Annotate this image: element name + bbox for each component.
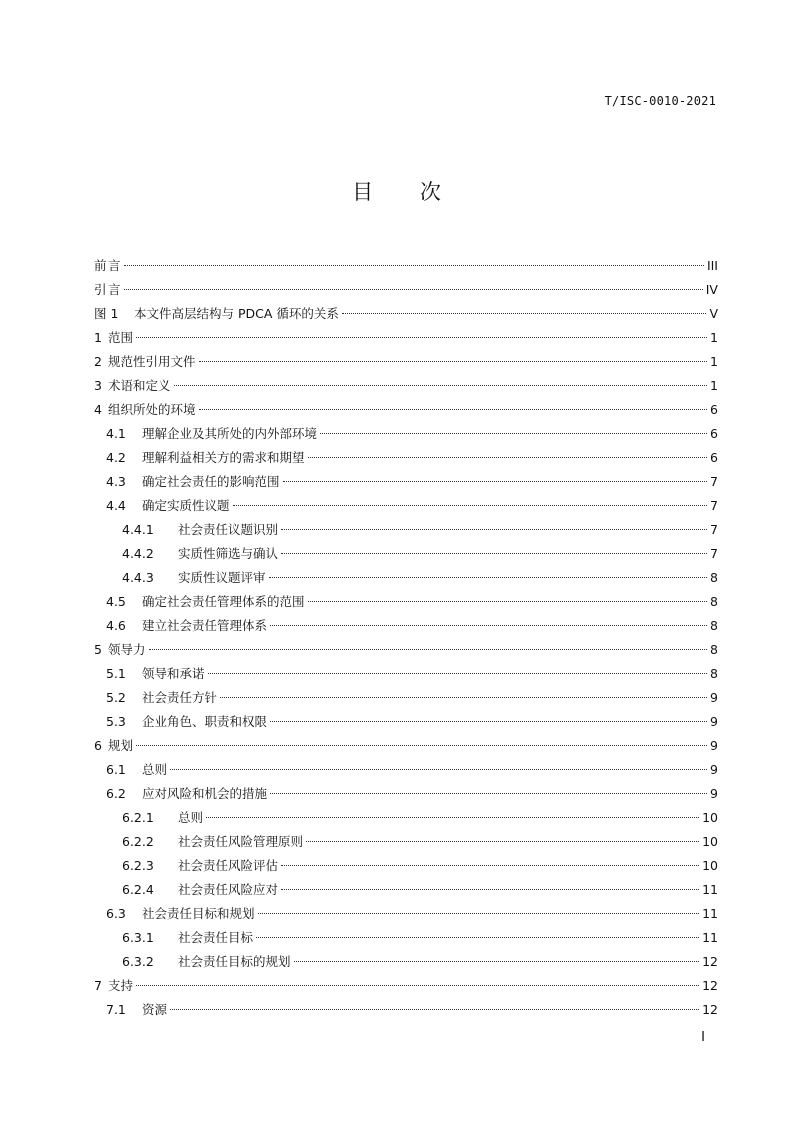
toc-entry-page: 11 [702,906,718,921]
toc-entry-label: 组织所处的环境 [108,402,196,417]
toc-leader-dots [320,433,707,434]
toc-leader-dots [170,769,707,770]
toc-entry-label: 应对风险和机会的措施 [142,786,268,801]
toc-leader-dots [308,457,708,458]
toc-leader-dots [124,289,703,290]
toc-leader-dots [256,937,699,938]
toc-entry[interactable] [94,590,718,614]
toc-entry[interactable] [94,758,718,782]
toc-entry-label: 企业角色、职责和权限 [142,714,268,729]
toc-entry-page: III [706,258,718,273]
toc-entry-label: 社会责任风险管理原则 [178,834,304,849]
toc-entry[interactable] [94,638,718,662]
toc-entry-number: 6.1 [106,762,126,777]
toc-entry-page: 1 [710,330,718,345]
toc-entry-label: 社会责任目标的规划 [178,954,291,969]
toc-leader-dots [270,625,707,626]
toc-entry[interactable] [94,446,718,470]
toc-entry[interactable] [94,830,718,854]
toc-entry-number: 6.3 [106,906,126,921]
toc-entry-page: 12 [702,978,718,993]
toc-entry-number: 前 [94,258,107,273]
toc-entry-label: 社会责任目标 [178,930,254,945]
toc-leader-dots [199,409,708,410]
toc-entry[interactable] [94,254,718,278]
toc-leader-dots [208,673,708,674]
toc-leader-dots [258,913,700,914]
toc-entry-number: 3 [94,378,102,393]
toc-leader-dots [170,1009,699,1010]
toc-entry-page: 10 [702,810,718,825]
toc-entry-number: 7.1 [106,1002,126,1017]
toc-entry-label: 术语和定义 [108,378,171,393]
toc-entry[interactable] [94,902,718,926]
toc-entry-page: 8 [710,642,718,657]
toc-entry-page: 8 [710,618,718,633]
toc-entry-page: 6 [710,426,718,441]
toc-entry-label: 社会责任目标和规划 [142,906,255,921]
toc-entry-label: 实质性议题评审 [178,570,266,585]
toc-leader-dots [308,601,708,602]
toc-entry-label: 支持 [108,978,134,993]
toc-leader-dots [294,961,700,962]
toc-entry[interactable] [94,470,718,494]
toc-entry-page: 6 [710,450,718,465]
toc-entry-number: 4 [94,402,102,417]
toc-entry-number: 4.4.2 [122,546,154,561]
toc-leader-dots [281,889,699,890]
toc-entry-number: 6.2.3 [122,858,154,873]
toc-entry-label: 社会责任风险评估 [178,858,279,873]
toc-entry[interactable] [94,278,718,302]
toc-entry-page: 9 [710,690,718,705]
toc-entry-number: 6.3.2 [122,954,154,969]
toc-entry-number: 图 1 [94,306,119,321]
toc-entry-label: 本文件高层结构与 PDCA 循环的关系 [134,306,339,321]
toc-entry-number: 4.6 [106,618,126,633]
toc-entry-label: 社会责任方针 [142,690,218,705]
toc-leader-dots [342,313,707,314]
toc-entry-number: 4.1 [106,426,126,441]
toc-leader-dots [270,721,707,722]
toc-entry-page: 1 [710,354,718,369]
toc-entry-page: 9 [710,738,718,753]
toc-entry-label: 社会责任风险应对 [178,882,279,897]
toc-entry[interactable] [94,518,718,542]
toc-leader-dots [269,577,708,578]
toc-entry-page: 10 [702,858,718,873]
toc-entry-number: 4.4 [106,498,126,513]
toc-entry-label: 规范性引用文件 [108,354,196,369]
toc-entry-number: 6 [94,738,102,753]
toc-entry-label: 社会责任议题识别 [178,522,279,537]
toc-entry-page: 11 [702,882,718,897]
toc-entry[interactable] [94,374,718,398]
toc-leader-dots [199,361,708,362]
toc-entry-page: 7 [710,546,718,561]
toc-entry-number: 4.4.1 [122,522,154,537]
toc-entry-number: 6.2.2 [122,834,154,849]
toc-leader-dots [270,793,707,794]
toc-entry[interactable] [94,566,718,590]
toc-entry-number: 5.3 [106,714,126,729]
toc-leader-dots [124,265,704,266]
toc-leader-dots [174,385,708,386]
toc-entry[interactable] [94,542,718,566]
toc-entry[interactable] [94,398,718,422]
table-of-contents [94,254,718,1022]
page-title: 目 次 [352,180,461,204]
toc-entry-label: 规划 [108,738,134,753]
toc-entry[interactable] [94,854,718,878]
toc-entry-label: 领导和承诺 [142,666,205,681]
toc-entry[interactable] [94,974,718,998]
toc-entry-page: 8 [710,594,718,609]
toc-entry[interactable] [94,950,718,974]
toc-entry-label: 理解企业及其所处的内外部环境 [142,426,318,441]
toc-entry-page: 12 [702,954,718,969]
toc-entry-page: 9 [710,714,718,729]
toc-entry-page: 1 [710,378,718,393]
toc-entry-label: 确定社会责任的影响范围 [142,474,280,489]
toc-entry-page: 11 [702,930,718,945]
toc-entry-number: 1 [94,330,102,345]
toc-leader-dots [281,865,699,866]
toc-entry-number: 引 [94,282,107,297]
toc-entry-number: 4.2 [106,450,126,465]
toc-leader-dots [136,985,699,986]
toc-entry-number: 5.1 [106,666,126,681]
document-code: T/ISC-0010-2021 [604,94,716,108]
toc-leader-dots [281,553,707,554]
toc-entry-label: 言 [108,258,121,273]
toc-entry[interactable] [94,686,718,710]
toc-entry-number: 6.3.1 [122,930,154,945]
toc-leader-dots [136,745,707,746]
toc-entry-page: 9 [710,762,718,777]
toc-entry[interactable] [94,878,718,902]
toc-entry-page: 6 [710,402,718,417]
toc-entry-page: 9 [710,786,718,801]
toc-entry[interactable] [94,782,718,806]
toc-entry-number: 4.5 [106,594,126,609]
toc-entry[interactable] [94,926,718,950]
toc-entry-number: 5 [94,642,102,657]
toc-leader-dots [149,649,708,650]
toc-leader-dots [233,505,708,506]
toc-entry-number: 4.3 [106,474,126,489]
toc-entry[interactable] [94,662,718,686]
toc-entry-page: 12 [702,1002,718,1017]
toc-leader-dots [306,841,699,842]
toc-entry-page: 8 [710,666,718,681]
toc-entry-number: 6.2.1 [122,810,154,825]
toc-entry-label: 总则 [178,810,204,825]
toc-entry-page: 10 [702,834,718,849]
toc-entry-label: 确定社会责任管理体系的范围 [142,594,305,609]
toc-entry[interactable] [94,326,718,350]
toc-entry-label: 实质性筛选与确认 [178,546,279,561]
toc-entry[interactable] [94,494,718,518]
toc-entry[interactable] [94,998,718,1022]
toc-entry-label: 理解利益相关方的需求和期望 [142,450,305,465]
toc-entry[interactable] [94,422,718,446]
toc-entry-number: 6.2 [106,786,126,801]
toc-entry-number: 2 [94,354,102,369]
page-number: I [701,1030,705,1045]
toc-entry[interactable] [94,350,718,374]
toc-leader-dots [136,337,707,338]
toc-entry-label: 言 [108,282,121,297]
toc-entry[interactable] [94,302,718,326]
toc-entry[interactable] [94,710,718,734]
toc-entry-number: 7 [94,978,102,993]
toc-leader-dots [220,697,707,698]
toc-entry-page: IV [705,282,718,297]
toc-entry-number: 6.2.4 [122,882,154,897]
toc-leader-dots [281,529,707,530]
toc-entry-label: 领导力 [108,642,146,657]
toc-entry-label: 确定实质性议题 [142,498,230,513]
toc-entry-label: 建立社会责任管理体系 [142,618,268,633]
toc-entry-page: 7 [710,498,718,513]
toc-entry-page: 8 [710,570,718,585]
toc-entry-page: 7 [710,522,718,537]
toc-entry-page: 7 [710,474,718,489]
toc-leader-dots [283,481,708,482]
toc-entry-label: 总则 [142,762,168,777]
toc-entry-label: 范围 [108,330,134,345]
toc-entry-page: V [709,306,718,321]
toc-entry-number: 5.2 [106,690,126,705]
toc-entry[interactable] [94,806,718,830]
toc-entry[interactable] [94,734,718,758]
toc-entry-number: 4.4.3 [122,570,154,585]
toc-leader-dots [206,817,699,818]
toc-entry-label: 资源 [142,1002,168,1017]
toc-entry[interactable] [94,614,718,638]
